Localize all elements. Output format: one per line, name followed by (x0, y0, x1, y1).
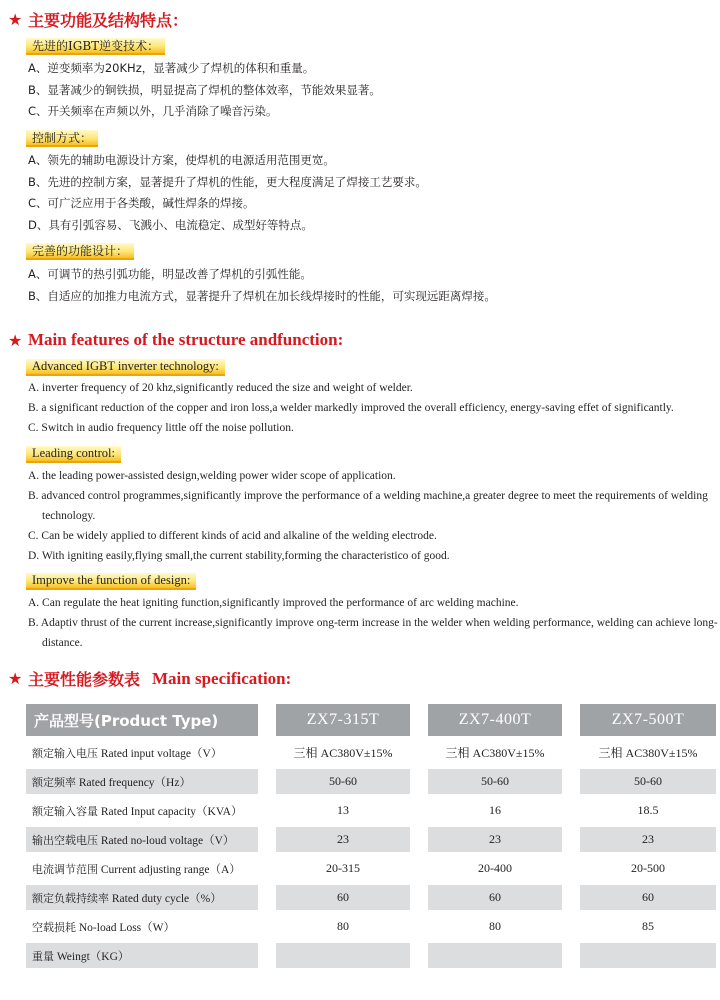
section-cn-title: 主要功能及结构特点： (28, 11, 189, 30)
table-cell (580, 943, 716, 968)
row-label: 额定输入容量 Rated Input capacity（KVA） (32, 804, 243, 818)
spec-title-cn: 主要性能参数表 (28, 670, 141, 689)
table-cell: 20-315 (326, 861, 360, 875)
table-cell: 85 (642, 919, 654, 933)
list-en-function (28, 594, 718, 653)
list-item: B、先进的控制方案，显著提升了焊机的性能，更大程度满足了焊接工艺要求。 (28, 174, 427, 189)
table-cell: 23 (428, 827, 562, 852)
list-item: A、逆变频率为20KHz，显著减少了焊机的体积和重量。 (28, 61, 315, 75)
table-cell (276, 943, 410, 968)
table-cell: 三相 AC380V±15% (445, 746, 545, 760)
row-label: 空载损耗 No-load Loss（W） (32, 920, 176, 934)
row-label: 额定频率 Rated frequency（Hz） (26, 769, 258, 794)
table-cell: 三相 AC380V±15% (598, 746, 698, 760)
row-label: 额定输入电压 Rated input voltage（V） (32, 746, 223, 760)
list-item: A、可调节的热引弧功能，明显改善了焊机的引弧性能。 (28, 267, 312, 281)
table-cell: 16 (489, 803, 501, 817)
row-label: 电流调节范围 Current adjusting range（A） (32, 862, 241, 876)
table-row (26, 914, 716, 939)
list-item: B、自适应的加推力电流方式，显著提升了焊机在加长线焊接时的性能，可实现远距离焊接。 (28, 288, 496, 303)
list-item: B. advanced control programmes,significantly improve the performance of a welding machine,a greater degree to meet the requirements of welding technology. (28, 490, 708, 522)
section-en-heading (8, 330, 343, 350)
list-item: A. the leading power-assisted design,welding power wider scope of application. (28, 470, 396, 482)
table-cell: 60 (580, 885, 716, 910)
table-row (26, 885, 716, 910)
list-item: A. inverter frequency of 20 khz,significantly reduced the size and weight of welder. (28, 382, 413, 394)
list-item: C. Can be widely applied to different kinds of acid and alkaline of the welding electrode. (28, 529, 437, 542)
table-cell: 23 (276, 827, 410, 852)
section-en-title: Main features of the structure andfunction: (28, 330, 344, 349)
list-item: C. Switch in audio frequency little off the noise pollution. (28, 422, 294, 434)
table-cell: 60 (428, 885, 562, 910)
subheading-cn-control: 控制方式： (26, 130, 98, 147)
table-cell: 50-60 (428, 769, 562, 794)
list-item: A、领先的辅助电源设计方案，使焊机的电源适用范围更宽。 (28, 153, 335, 167)
table-cell: 20-500 (631, 861, 665, 875)
table-cell: 20-400 (478, 861, 512, 875)
row-label: 重量 Weingt（KG） (26, 943, 258, 968)
table-cell: 13 (337, 803, 349, 817)
spec-header-row (26, 704, 716, 736)
list-item: B. a significant reduction of the copper and iron loss,a welder markedly improved the overall efficiency, energy-saving effet of significantly. (28, 402, 674, 414)
list-en-control (28, 467, 718, 566)
list-item: A. Can regulate the heat igniting function,significantly improved the performance of arc welding machine. (28, 597, 519, 609)
table-cell: 80 (489, 919, 501, 933)
table-row (26, 740, 716, 765)
subheading-en-control: Leading control: (26, 446, 121, 463)
table-row (26, 943, 716, 968)
star-icon: ★ (8, 10, 23, 29)
star-icon: ★ (8, 330, 23, 350)
subheading-en-function: Improve the function of design: (26, 573, 196, 590)
model-header: ZX7-500T (580, 704, 716, 736)
table-row (26, 798, 716, 823)
model-header: ZX7-315T (276, 704, 410, 736)
list-en-igbt (28, 379, 718, 439)
table-cell: 18.5 (637, 803, 659, 817)
list-cn-control (28, 150, 427, 236)
row-label: 额定负载持续率 Rated duty cycle（%） (26, 885, 258, 910)
subheading-cn-igbt: 先进的IGBT逆变技术： (26, 38, 165, 55)
table-cell: 23 (580, 827, 716, 852)
table-row (26, 827, 716, 852)
spec-title-en: Main specification: (152, 668, 292, 688)
model-header: ZX7-400T (428, 704, 562, 736)
spec-table (26, 700, 716, 972)
table-cell: 60 (276, 885, 410, 910)
subheading-cn-function: 完善的功能设计： (26, 243, 134, 260)
spec-heading (8, 667, 291, 690)
table-row (26, 769, 716, 794)
list-cn-function (28, 264, 496, 307)
table-cell: 三相 AC380V±15% (293, 746, 393, 760)
list-item: D、具有引弧容易、飞溅小、电流稳定、成型好等特点。 (28, 217, 313, 232)
table-cell: 50-60 (276, 769, 410, 794)
list-cn-igbt (28, 58, 381, 123)
list-item: B. Adaptiv thrust of the current increase,significantly improve ong-term increase in the welder when welding performance, welding can achieve long-distance. (28, 617, 718, 649)
product-type-header: 产品型号(Product Type) (26, 704, 258, 736)
table-row (26, 856, 716, 881)
table-cell (428, 943, 562, 968)
list-item: B、显著减少的铜铁损，明显提高了焊机的整体效率，节能效果显著。 (28, 82, 381, 97)
table-cell: 50-60 (580, 769, 716, 794)
list-item: C、开关频率在声频以外，几乎消除了噪音污染。 (28, 104, 278, 118)
star-icon: ★ (8, 669, 23, 688)
table-cell: 80 (337, 919, 349, 933)
section-cn-heading (8, 8, 188, 31)
row-label: 输出空载电压 Rated no-loud voltage（V） (26, 827, 258, 852)
list-item: C、可广泛应用于各类酸，碱性焊条的焊接。 (28, 196, 255, 210)
list-item: D. With igniting easily,flying small,the current stability,forming the characteristico of good. (28, 549, 450, 562)
subheading-en-igbt: Advanced IGBT inverter technology: (26, 359, 225, 376)
